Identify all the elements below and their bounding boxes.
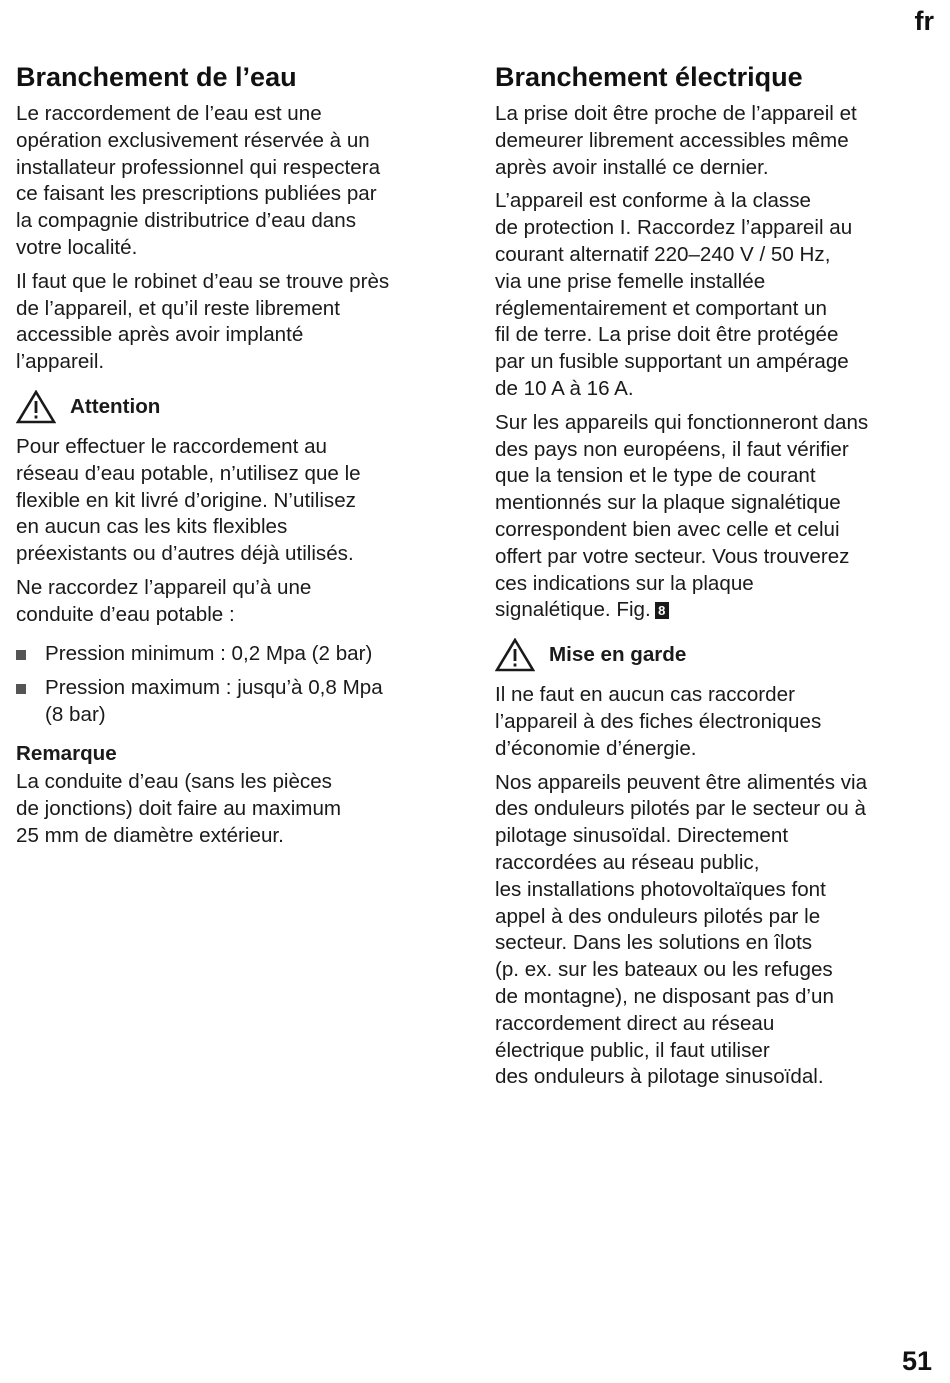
text-line: des onduleurs à pilotage sinusoïdal.	[495, 1065, 824, 1089]
text-line: d’économie d’énergie.	[495, 736, 697, 760]
text-line: via une prise femelle installée	[495, 269, 766, 293]
bullet-list	[16, 641, 456, 729]
text-line: Pour effectuer le raccordement au	[16, 434, 327, 458]
text-line: Pression minimum : 0,2 Mpa (2 bar)	[45, 641, 373, 665]
warning-triangle-icon	[495, 638, 535, 672]
paragraph	[16, 575, 456, 629]
text-line: conduite d’eau potable :	[16, 602, 235, 626]
list-item	[16, 675, 456, 729]
right-column	[495, 60, 935, 1098]
warning-heading	[16, 390, 456, 424]
paragraph	[16, 269, 456, 376]
text-line: secteur. Dans les solutions en îlots	[495, 931, 813, 955]
text-line: de 10 A à 16 A.	[495, 376, 634, 400]
text-line: réseau d’eau potable, n’utilisez que le	[16, 461, 361, 485]
text-line: de montagne), ne disposant pas d’un	[495, 984, 834, 1008]
text-line: Le raccordement de l’eau est une	[16, 102, 322, 125]
paragraph	[16, 769, 456, 849]
text-line: raccordées au réseau public,	[495, 850, 760, 874]
text-line: que la tension et le type de courant	[495, 464, 816, 488]
text-line: Pression maximum : jusqu’à 0,8 Mpa	[45, 676, 383, 700]
paragraph	[16, 101, 456, 262]
list-item	[16, 641, 456, 668]
text-line: ces indications sur la plaque	[495, 571, 754, 595]
warning-triangle-icon	[16, 390, 56, 424]
text-line: des pays non européens, il faut vérifier	[495, 437, 849, 461]
text-line: La prise doit être proche de l’appareil et	[495, 102, 857, 125]
text-line: (8 bar)	[45, 703, 106, 727]
paragraph	[495, 682, 935, 762]
text-line: accessible après avoir implanté	[16, 323, 304, 347]
square-bullet-icon	[16, 684, 26, 694]
language-tag: fr	[914, 6, 934, 36]
paragraph	[495, 101, 935, 181]
text-line: en aucun cas les kits flexibles	[16, 515, 288, 539]
text-line: ce faisant les prescriptions publiées par	[16, 182, 377, 206]
text-line: la compagnie distributrice d’eau dans	[16, 209, 356, 233]
text-line: Sur les appareils qui fonctionneront dans	[495, 410, 869, 434]
text-line: votre localité.	[16, 235, 138, 259]
text-line: réglementairement et comportant un	[495, 296, 827, 320]
text-line: l’appareil à des fiches électroniques	[495, 709, 822, 733]
text-line: correspondent bien avec celle et celui	[495, 517, 840, 541]
text-line: Ne raccordez l’appareil qu’à une	[16, 575, 312, 599]
text-line: opération exclusivement réservée à un	[16, 128, 370, 152]
text-line: mentionnés sur la plaque signalétique	[495, 491, 841, 515]
text-line: de jonctions) doit faire au maximum	[16, 796, 342, 820]
text-line: 25 mm de diamètre extérieur.	[16, 823, 284, 847]
text-line: les installations photovoltaïques font	[495, 877, 826, 901]
figure-reference-badge: 8	[655, 602, 669, 619]
section-title-water: Branchement de l’eau	[16, 62, 297, 92]
text-line: pilotage sinusoïdal. Directement	[495, 824, 789, 848]
paragraph: Sur les appareils qui fonctionneront dans des pays non européens, il faut vérifier que la tension et le type de courant mentionnés sur la plaque signalétique correspondent bien avec celle et celui offert par votre secteur. Vous trouverez ces indications sur la plaque signalétique. Fig. 8	[495, 410, 869, 622]
text-line: après avoir installé ce dernier.	[495, 155, 769, 179]
text-line: courant alternatif 220–240 V / 50 Hz,	[495, 242, 831, 266]
left-column	[16, 60, 456, 856]
text-line: flexible en kit livré d’origine. N’utilisez	[16, 488, 356, 512]
text-line: Il ne faut en aucun cas raccorder	[495, 683, 795, 707]
text-line: installateur professionnel qui respectera	[16, 155, 381, 179]
paragraph	[495, 188, 935, 402]
note-heading: Remarque	[16, 741, 117, 765]
section-title-electrical: Branchement électrique	[495, 62, 803, 92]
text-line: fil de terre. La prise doit être protégée	[495, 323, 839, 347]
text-line: appel à des onduleurs pilotés par le	[495, 904, 821, 928]
text-line: La conduite d’eau (sans les pièces	[16, 769, 332, 793]
text-line: préexistants ou d’autres déjà utilisés.	[16, 542, 354, 566]
text-line: demeurer librement accessibles même	[495, 128, 849, 152]
page-number: 51	[901, 1346, 932, 1376]
text-line: Nos appareils peuvent être alimentés via	[495, 770, 868, 794]
text-line: Il faut que le robinet d’eau se trouve près	[16, 269, 390, 293]
warning-label: Attention	[70, 394, 161, 418]
text-line: (p. ex. sur les bateaux ou les refuges	[495, 958, 833, 982]
text-line: L’appareil est conforme à la classe	[495, 189, 811, 213]
text-line: de protection I. Raccordez l’appareil au	[495, 216, 853, 240]
text-line: offert par votre secteur. Vous trouverez	[495, 544, 850, 568]
text-line: raccordement direct au réseau	[495, 1011, 775, 1035]
text-line: électrique public, il faut utiliser	[495, 1038, 770, 1062]
warning-label: Mise en garde	[549, 643, 687, 667]
text-line: l’appareil.	[16, 350, 105, 374]
square-bullet-icon	[16, 650, 26, 660]
paragraph	[16, 434, 456, 568]
text-line: des onduleurs pilotés par le secteur ou à	[495, 797, 866, 821]
warning-heading	[495, 638, 935, 672]
text-line: par un fusible supportant un ampérage	[495, 350, 849, 374]
text-line: de l’appareil, et qu’il reste librement	[16, 296, 340, 320]
paragraph	[495, 770, 935, 1092]
